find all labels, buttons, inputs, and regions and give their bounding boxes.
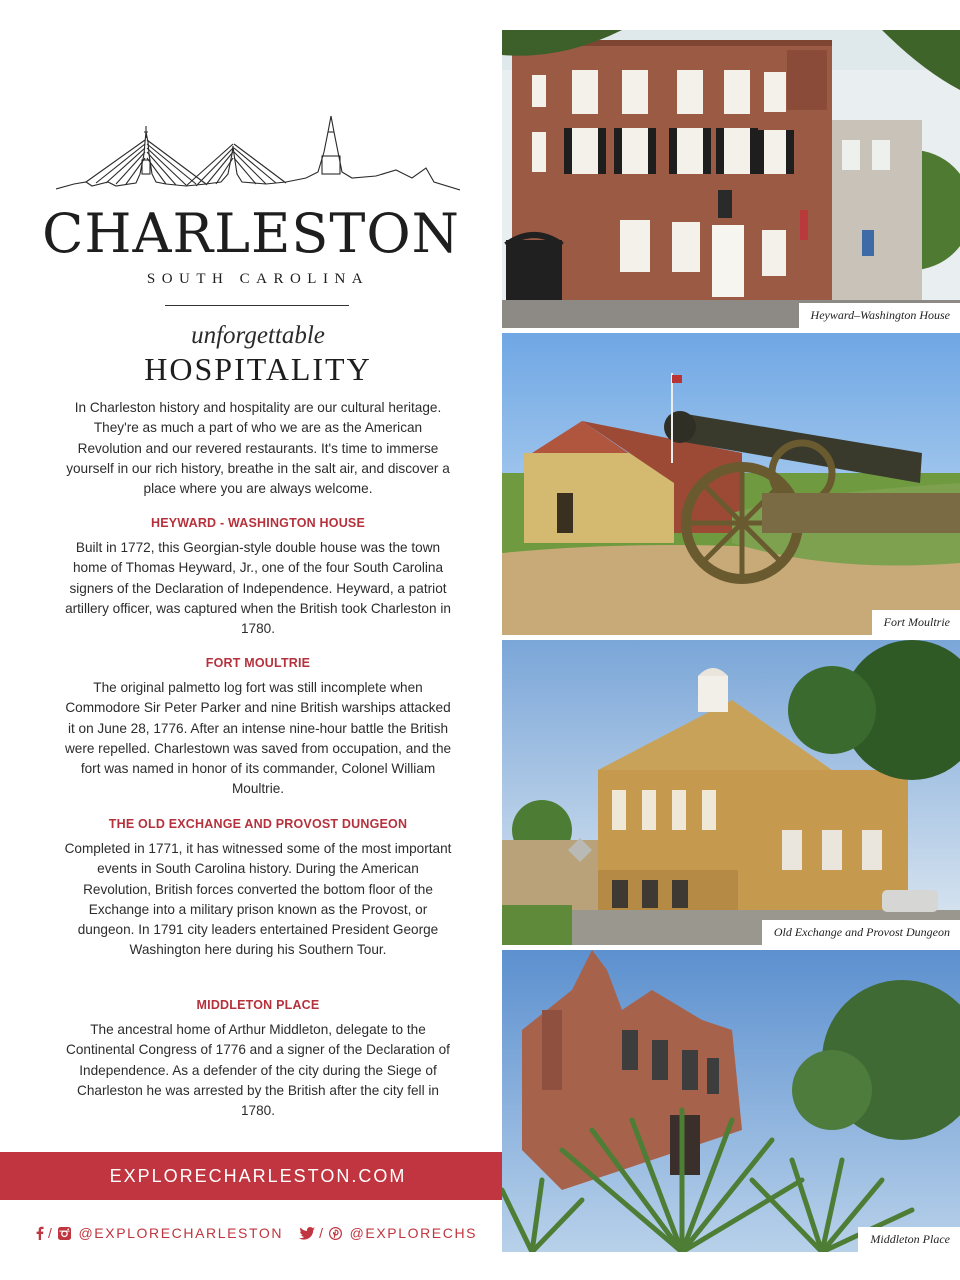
section-body: Built in 1772, this Georgian-style double house was the town home of Thomas Heyward, Jr., one of the four South Carolina signers of the Declaration of Independence. Heyward, a patriot artillery officer, was captured when the British took Charleston in 1780. [65, 540, 451, 637]
tagline: unforgettable [191, 322, 325, 349]
brand-subtitle: SOUTH CAROLINA [146, 271, 370, 287]
photo-fort-moultrie [502, 333, 960, 635]
photo-caption: Old Exchange and Provost Dungeon [762, 920, 960, 945]
separator: / [319, 1225, 325, 1241]
social-bar [36, 1222, 493, 1244]
separator: / [48, 1225, 54, 1241]
photo-middleton-place [502, 950, 960, 1252]
intro-text: In Charleston history and hospitality are our cultural heritage. They're as much a part of who we are as the American Revolution and our revered restaurants. It's time to immerse yourself in our rich history, breathe in the salt air, and discover a place where you are always welcome. [66, 400, 450, 497]
middleton-place-image [502, 950, 960, 1252]
headline: HOSPITALITY [144, 351, 372, 387]
section-body: The original palmetto log fort was still incomplete when Commodore Sir Peter Parker and nine British warships attacked it on June 28, 1776. After an intense nine-hour battle the British were repelled. Charlestown was saved from occupation, and the fort was named in honor of its commander, Colonel William Moultrie. [64, 680, 452, 797]
section-body: The ancestral home of Arthur Middleton, delegate to the Continental Congress of 1776 and a signer of the Declaration of Independence. As a defender of the city during the Siege of Charleston he was arrested by the British after the city fell in 1780. [66, 1022, 450, 1119]
section-body: Completed in 1771, it has witnessed some of the most important events in South Carolina history. During the American Revolution, British forces converted the bottom floor of the Exchange into a military prison known as the Provost, or dungeon. In 1791 city leaders entertained President George Washington here during his Southern Tour. [64, 841, 452, 958]
social-handle[interactable]: @EXPLORECHS [349, 1225, 478, 1241]
photo-heyward-washington-house [502, 30, 960, 328]
section-title: MIDDLETON PLACE [196, 998, 320, 1012]
section-title: HEYWARD - WASHINGTON HOUSE [150, 516, 365, 530]
photo-old-exchange [502, 640, 960, 945]
section-title: THE OLD EXCHANGE AND PROVOST DUNGEON [108, 817, 408, 831]
facebook-icon[interactable] [36, 1226, 44, 1240]
social-handle[interactable]: @EXPLORECHARLESTON [78, 1225, 284, 1241]
photo-caption: Fort Moultrie [872, 610, 960, 635]
instagram-icon[interactable] [58, 1227, 71, 1240]
twitter-icon[interactable] [299, 1227, 315, 1240]
heyward-house-image [502, 30, 960, 328]
old-exchange-image [502, 640, 960, 945]
website-banner[interactable] [0, 1152, 502, 1200]
section-title: FORT MOULTRIE [205, 656, 311, 670]
brand-title: CHARLESTON [42, 202, 460, 265]
fort-moultrie-image [502, 333, 960, 635]
photo-caption: Heyward–Washington House [799, 303, 960, 328]
skyline-logo-icon [56, 112, 460, 196]
website-link[interactable]: EXPLORECHARLESTON.COM [109, 1166, 407, 1186]
photo-caption: Middleton Place [858, 1227, 960, 1252]
pinterest-icon[interactable] [329, 1227, 342, 1240]
divider [165, 305, 349, 306]
